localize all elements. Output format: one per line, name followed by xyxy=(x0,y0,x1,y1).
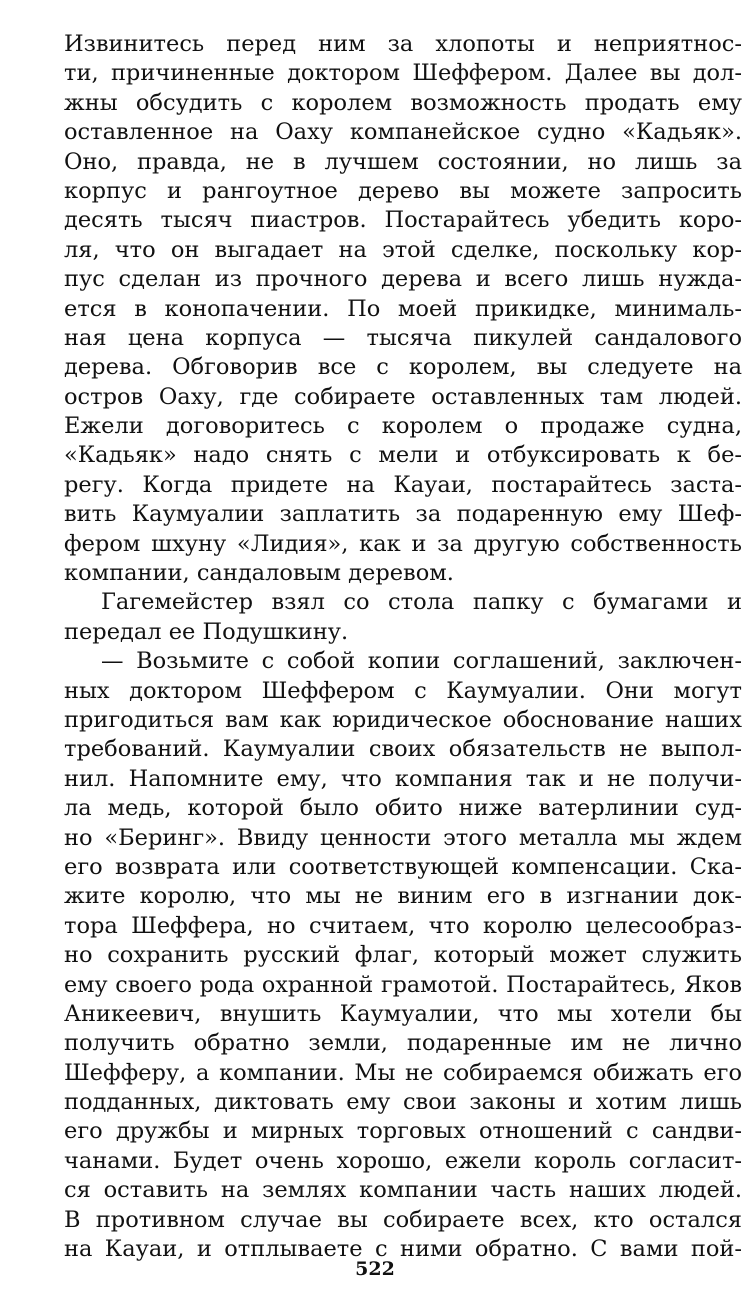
text-line: его возврата или соответствующей компенсации. Ска- xyxy=(64,853,742,880)
text-line: остров Оаху, где собираете оставленных там людей. xyxy=(64,383,742,410)
text-line: но сохранить русский флаг, который может служить xyxy=(64,942,742,969)
text-line: ла медь, которой было обито ниже ватерлинии суд- xyxy=(64,795,742,822)
text-line: подданных, диктовать ему свои законы и хотим лишь xyxy=(64,1089,742,1116)
text-line: тора Шеффера, но считаем, что королю целесообраз- xyxy=(64,912,742,939)
text-line: жны обсудить с королем возможность продать ему xyxy=(64,89,742,116)
text-line: ему своего рода охранной грамотой. Постарайтесь, Яков xyxy=(64,971,742,998)
text-line: Ежели договоритесь с королем о продаже судна, xyxy=(64,413,742,440)
text-line: Оно, правда, не в лучшем состоянии, но лишь за xyxy=(64,148,742,175)
text-line: пригодиться вам как юридическое обоснование наших xyxy=(64,706,742,733)
text-line: чанами. Будет очень хорошо, ежели король согласит- xyxy=(64,1147,742,1174)
text-line-paragraph-end: передал ее Подушкину. xyxy=(64,618,349,645)
text-line: оставленное на Оаху компанейское судно «Кадьяк». xyxy=(64,119,742,146)
text-line: ных доктором Шеффером с Каумуалии. Они могут xyxy=(64,677,742,704)
text-line: нил. Напомните ему, что компания так и не получи- xyxy=(64,765,742,792)
text-line-paragraph-end: компании, сандаловым деревом. xyxy=(64,560,454,587)
text-line: вить Каумуалии заплатить за подаренную ему Шеф- xyxy=(64,501,742,528)
text-line: Шефферу, а компании. Мы не собираемся обижать его xyxy=(64,1059,742,1086)
text-line: ная цена корпуса — тысяча пикулей сандалового xyxy=(64,324,742,351)
text-line: но «Беринг». Ввиду ценности этого металла мы ждем xyxy=(64,824,742,851)
book-page-text xyxy=(64,30,742,1264)
text-line: В противном случае вы собираете всех, кто остался xyxy=(64,1206,742,1233)
text-line: корпус и рангоутное дерево вы можете запросить xyxy=(64,177,742,204)
page-number: 522 xyxy=(355,1258,395,1280)
text-line-paragraph-start: Гагемейстер взял со стола папку с бумагами и xyxy=(101,589,742,616)
text-line: на Кауаи, и отплываете с ними обратно. С вами пой- xyxy=(64,1236,742,1263)
text-line-paragraph-start: — Возьмите с собой копии соглашений, заключен- xyxy=(101,648,742,675)
text-line: десять тысяч пиастров. Постарайтесь убедить коро- xyxy=(64,207,742,234)
text-line: ется в конопачении. По моей прикидке, минималь- xyxy=(64,295,742,322)
text-line: «Кадьяк» надо снять с мели и отбуксировать к бе- xyxy=(64,442,742,469)
text-line: ти, причиненные доктором Шеффером. Далее вы дол- xyxy=(64,60,742,87)
text-line: жите королю, что мы не виним его в изгнании док- xyxy=(64,883,742,910)
text-line: его дружбы и мирных торговых отношений с сандви- xyxy=(64,1118,742,1145)
text-line: получить обратно земли, подаренные им не лично xyxy=(64,1030,742,1057)
text-line: ся оставить на землях компании часть наших людей. xyxy=(64,1177,742,1204)
text-line: регу. Когда придете на Кауаи, постарайтесь заста- xyxy=(64,471,742,498)
text-line: фером шхуну «Лидия», как и за другую собственность xyxy=(64,530,742,557)
text-line: дерева. Обговорив все с королем, вы следуете на xyxy=(64,354,742,381)
text-line: Аникеевич, внушить Каумуалии, что мы хотели бы xyxy=(64,1000,742,1027)
text-line: Извинитесь перед ним за хлопоты и неприятнос- xyxy=(64,31,742,57)
text-line: ля, что он выгадает на этой сделке, поскольку кор- xyxy=(64,236,742,263)
text-line: пус сделан из прочного дерева и всего лишь нужда- xyxy=(64,266,742,293)
text-line: требований. Каумуалии своих обязательств не выпол- xyxy=(64,736,742,763)
